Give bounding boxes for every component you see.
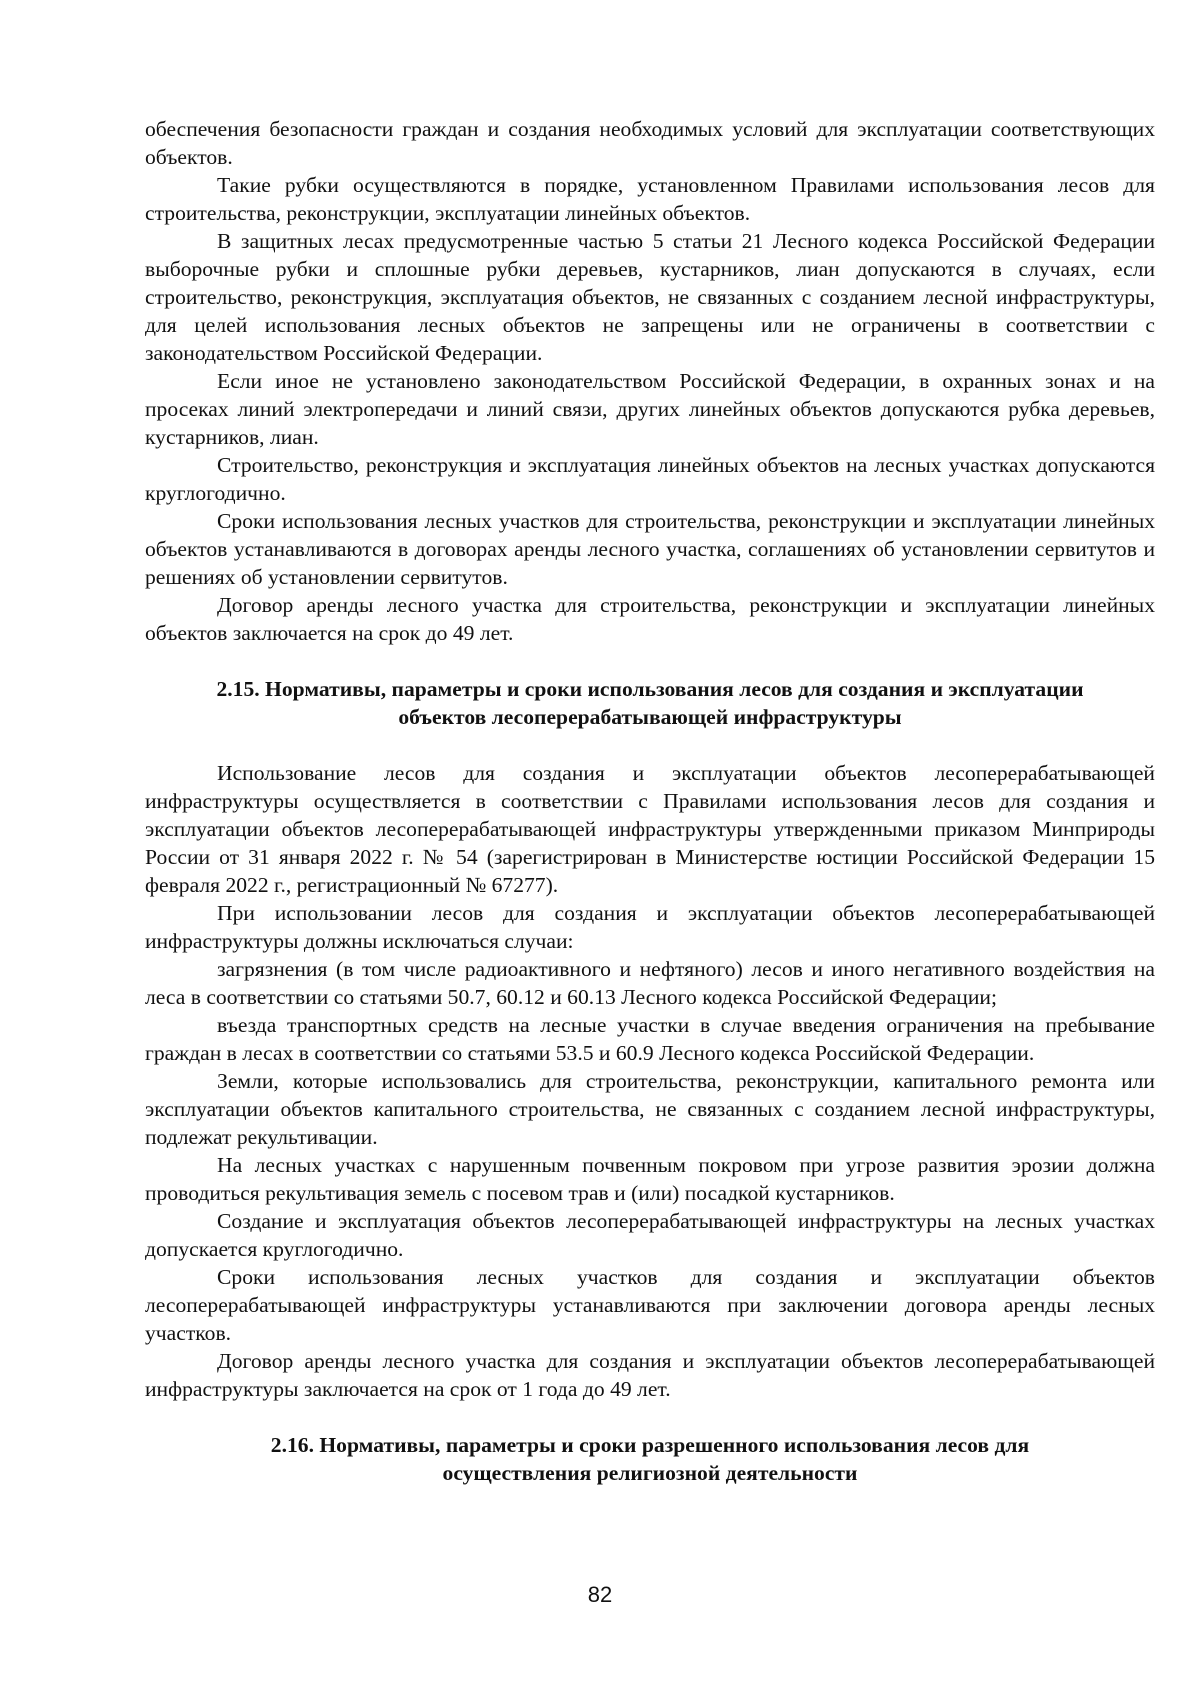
- paragraph: Если иное не установлено законодательством Российской Федерации, в охранных зонах и на просеках линий электропередачи и линий связи, других линейных объектов допускаются рубка деревьев, кустарников, лиан.: [145, 369, 1155, 449]
- paragraph: обеспечения безопасности граждан и создания необходимых условий для эксплуатации соответствующих объектов.: [145, 117, 1155, 169]
- paragraph: Договор аренды лесного участка для создания и эксплуатации объектов лесоперерабатывающей инфраструктуры заключается на срок от 1 года до 49 лет.: [145, 1349, 1155, 1401]
- paragraph: В защитных лесах предусмотренные частью 5 статьи 21 Лесного кодекса Российской Федерации выборочные рубки и сплошные рубки деревьев, кустарников, лиан допускаются в случаях, если строительство, реконструкция, эксплуатация объектов, не связанных с созданием лесной инфраструктуры, для целей использования лесных объектов не запрещены или не ограничены в соответствии с законодательством Российской Федерации.: [145, 229, 1155, 365]
- paragraph: Создание и эксплуатация объектов лесоперерабатывающей инфраструктуры на лесных участках допускается круглогодично.: [145, 1209, 1155, 1261]
- page-number: 82: [587, 1582, 613, 1607]
- paragraph: Строительство, реконструкция и эксплуатация линейных объектов на лесных участках допускаются круглогодично.: [145, 453, 1155, 505]
- paragraph: Договор аренды лесного участка для строительства, реконструкции и эксплуатации линейных объектов заключается на срок до 49 лет.: [145, 593, 1155, 645]
- paragraph: Такие рубки осуществляются в порядке, установленном Правилами использования лесов для строительства, реконструкции, эксплуатации линейных объектов.: [145, 173, 1155, 225]
- paragraph: Использование лесов для создания и эксплуатации объектов лесоперерабатывающей инфраструктуры осуществляется в соответствии с Правилами использования лесов для создания и эксплуатации объектов лесоперерабатывающей инфраструктуры утвержденными приказом Минприроды России от 31 января 2022 г. № 54 (зарегистрирован в Министерстве юстиции Российской Федерации 15 февраля 2022 г., регистрационный № 67277).: [145, 761, 1155, 897]
- paragraph: Сроки использования лесных участков для создания и эксплуатации объектов лесоперерабатывающей инфраструктуры устанавливаются при заключении договора аренды лесных участков.: [145, 1265, 1155, 1345]
- paragraph: въезда транспортных средств на лесные участки в случае введения ограничения на пребывание граждан в лесах в соответствии со статьями 53.5 и 60.9 Лесного кодекса Российской Федерации.: [145, 1013, 1155, 1065]
- section-heading-2-15: 2.15. Нормативы, параметры и сроки использования лесов для создания и эксплуатации объектов лесоперерабатывающей инфраструктуры: [216, 677, 1084, 729]
- paragraph: Земли, которые использовались для строительства, реконструкции, капитального ремонта или эксплуатации объектов капитального строительства, не связанных с созданием лесной инфраструктуры, подлежат рекультивации.: [145, 1069, 1155, 1149]
- section-heading-2-16: 2.16. Нормативы, параметры и сроки разрешенного использования лесов для осуществления религиозной деятельности: [270, 1433, 1030, 1485]
- document-page: [145, 115, 1155, 1487]
- paragraph: При использовании лесов для создания и эксплуатации объектов лесоперерабатывающей инфраструктуры должны исключаться случаи:: [145, 901, 1155, 953]
- paragraph: загрязнения (в том числе радиоактивного и нефтяного) лесов и иного негативного воздействия на леса в соответствии со статьями 50.7, 60.12 и 60.13 Лесного кодекса Российской Федерации;: [145, 957, 1155, 1009]
- paragraph: На лесных участках с нарушенным почвенным покровом при угрозе развития эрозии должна проводиться рекультивация земель с посевом трав и (или) посадкой кустарников.: [145, 1153, 1155, 1205]
- paragraph: Сроки использования лесных участков для строительства, реконструкции и эксплуатации линейных объектов устанавливаются в договорах аренды лесного участка, соглашениях об установлении сервитутов и решениях об установлении сервитутов.: [145, 509, 1155, 589]
